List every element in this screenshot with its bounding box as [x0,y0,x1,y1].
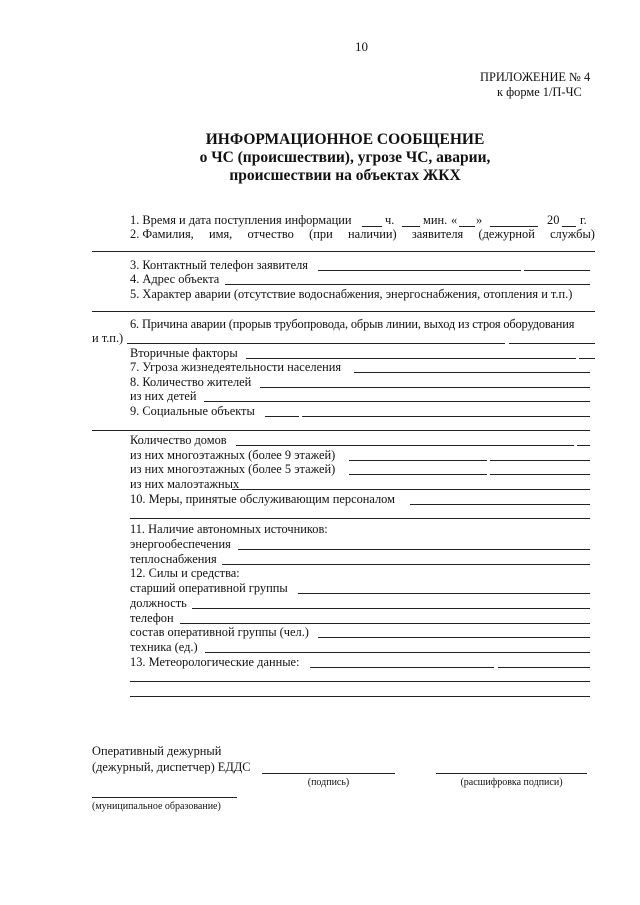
multi9-line-ext[interactable] [490,460,590,461]
field-13-line-2[interactable] [130,681,590,682]
children-label: из них детей [130,389,197,403]
field-1-minutes-unit: мин. [423,213,448,227]
decoding-line[interactable] [436,773,587,774]
field-11-label: 11. Наличие автономных источников: [130,522,328,536]
field-2-word: отчество [247,227,294,241]
field-9-label: 9. Социальные объекты [130,404,255,418]
low-rise-label: из них малоэтажных [130,477,240,491]
municipality-caption: (муниципальное образование) [92,801,221,812]
field-9-line-short[interactable] [265,416,299,417]
field-10-line-2[interactable] [130,518,590,519]
field-13-line[interactable] [310,667,494,668]
senior-line[interactable] [298,593,590,594]
field-13-line-ext[interactable] [498,667,590,668]
field-5-line[interactable] [92,311,595,312]
field-9-line-2[interactable] [92,430,590,431]
field-1-label: 1. Время и дата поступления информации [130,213,352,227]
duty-officer-label: Оперативный дежурный [92,744,222,758]
dispatcher-label: (дежурный, диспетчер) ЕДДС [92,760,251,774]
team-line[interactable] [318,637,590,638]
field-8-label: 8. Количество жителей [130,375,252,389]
field-2-word: (дежурной [478,227,535,241]
field-13-label: 13. Метеорологические данные: [130,655,300,669]
field-6-label: 6. Причина аварии (прорыв трубопровода, обрыв линии, выход из строя оборудования [130,317,575,331]
field-9-line[interactable] [302,416,590,417]
senior-label: старший оперативной группы [130,581,288,595]
multi5-line-ext[interactable] [490,474,590,475]
houses-label: Количество домов [130,433,227,447]
equipment-label: техника (ед.) [130,640,198,654]
field-2-line[interactable] [92,251,595,252]
energy-line[interactable] [238,549,590,550]
heat-line[interactable] [222,564,590,565]
multi9-line[interactable] [349,460,487,461]
field-2-word: 2. Фамилия, [130,227,194,241]
decoding-caption: (расшифровка подписи) [460,777,563,788]
position-line[interactable] [192,608,590,609]
secondary-factors-line-ext[interactable] [579,358,595,359]
appendix-line-2: к форме 1/П-ЧС [497,85,582,99]
field-4-label: 4. Адрес объекта [130,272,220,286]
multi5-line[interactable] [349,474,487,475]
doc-title-line-2: о ЧС (происшествии), угрозе ЧС, аварии, [199,149,491,166]
multi5-label: из них многоэтажных (более 5 этажей) [130,462,336,476]
field-6-line-ext[interactable] [509,343,595,344]
equipment-line[interactable] [205,652,590,653]
field-6-line[interactable] [127,343,505,344]
field-3-line-ext[interactable] [524,270,590,271]
position-label: должность [130,596,187,610]
field-8-line[interactable] [260,387,590,388]
field-7-label: 7. Угроза жизнедеятельности населения [130,360,342,374]
low-rise-line[interactable] [232,489,590,490]
phone-label: телефон [130,611,174,625]
phone-line[interactable] [180,623,590,624]
field-1-year-suffix: г. [580,213,587,227]
doc-title-line-1: ИНФОРМАЦИОННОЕ СООБЩЕНИЕ [205,131,485,148]
field-3-line[interactable] [318,270,521,271]
field-4-line[interactable] [225,284,590,285]
municipality-line[interactable] [92,797,237,798]
field-1-quote-open: « [451,213,458,227]
signature-line[interactable] [262,773,395,774]
page-number: 10 [355,39,368,54]
doc-title-line-3: происшествии на объектах ЖКХ [229,167,461,184]
field-2-word: (при [309,227,333,241]
field-10-line[interactable] [410,504,590,505]
multi9-label: из них многоэтажных (более 9 этажей) [130,448,336,462]
appendix-line-1: ПРИЛОЖЕНИЕ № 4 [480,70,591,84]
field-2-word: наличии) [347,227,397,241]
houses-line[interactable] [236,445,574,446]
field-1-quote-close: » [476,213,483,227]
field-13-line-3[interactable] [130,696,590,697]
field-7-line[interactable] [354,372,590,373]
energy-label: энергообеспечения [130,537,231,551]
field-12-label: 12. Силы и средства: [130,566,240,580]
houses-line-ext[interactable] [577,445,590,446]
field-6-continuation: и т.п.) [92,331,124,345]
secondary-factors-label: Вторичные факторы [130,346,238,360]
team-label: состав оперативной группы (чел.) [130,625,309,639]
field-2-word: имя, [209,227,233,241]
field-5-label: 5. Характер аварии (отсутствие водоснабжения, энергоснабжения, отопления и т.п.) [130,287,573,301]
field-1-year-prefix: 20 [547,213,560,227]
heat-label: теплоснабжения [130,552,217,566]
children-line[interactable] [204,401,590,402]
signature-caption: (подпись) [307,777,350,788]
secondary-factors-line[interactable] [246,358,576,359]
field-1-hours-unit: ч. [385,213,395,227]
field-10-label: 10. Меры, принятые обслуживающим персоналом [130,492,395,506]
field-2-word: заявителя [411,227,464,241]
field-2-word: службы) [550,227,595,241]
field-2-label [130,227,595,241]
field-3-label: 3. Контактный телефон заявителя [130,258,308,272]
